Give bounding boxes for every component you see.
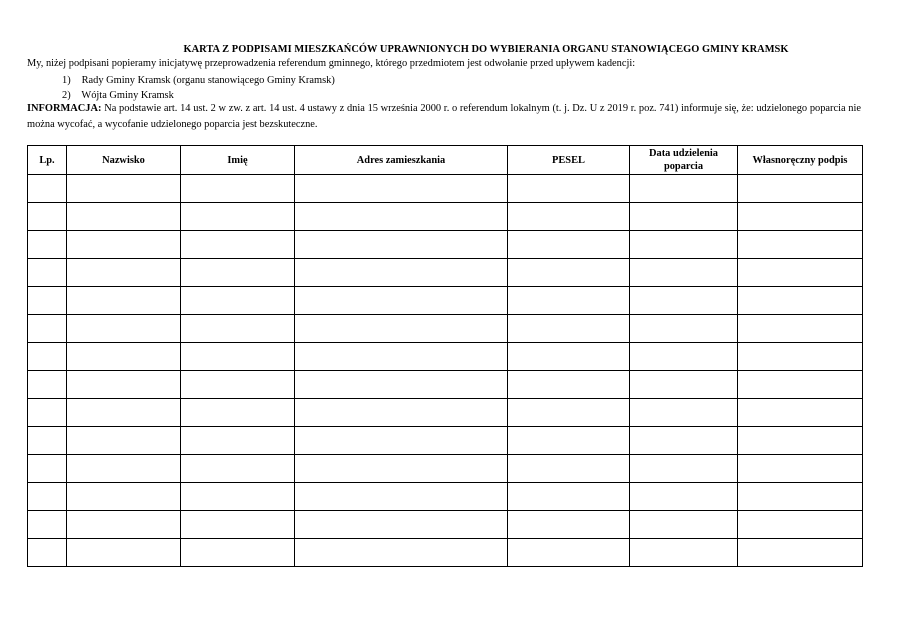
- cell-lp[interactable]: [28, 231, 67, 259]
- table-row: [28, 175, 863, 203]
- cell-adres[interactable]: [295, 315, 508, 343]
- cell-nazwisko[interactable]: [67, 203, 181, 231]
- cell-data-poparcia[interactable]: [630, 399, 738, 427]
- column-header-podpis: Własnoręczny podpis: [738, 146, 863, 175]
- cell-data-poparcia[interactable]: [630, 343, 738, 371]
- cell-pesel[interactable]: [508, 259, 630, 287]
- cell-data-poparcia[interactable]: [630, 539, 738, 567]
- cell-lp[interactable]: [28, 511, 67, 539]
- cell-data-poparcia[interactable]: [630, 315, 738, 343]
- document-title: KARTA Z PODPISAMI MIESZKAŃCÓW UPRAWNIONYCH DO WYBIERANIA ORGANU STANOWIĄCEGO GMINY KRAMSK: [183, 44, 789, 55]
- column-header-nazwisko: Nazwisko: [67, 146, 181, 175]
- cell-adres[interactable]: [295, 371, 508, 399]
- cell-podpis[interactable]: [738, 455, 863, 483]
- cell-imie[interactable]: [181, 203, 295, 231]
- table-row: [28, 343, 863, 371]
- cell-podpis[interactable]: [738, 203, 863, 231]
- cell-nazwisko[interactable]: [67, 231, 181, 259]
- cell-nazwisko[interactable]: [67, 483, 181, 511]
- cell-adres[interactable]: [295, 539, 508, 567]
- cell-pesel[interactable]: [508, 315, 630, 343]
- cell-pesel[interactable]: [508, 343, 630, 371]
- cell-adres[interactable]: [295, 343, 508, 371]
- cell-podpis[interactable]: [738, 259, 863, 287]
- cell-pesel[interactable]: [508, 511, 630, 539]
- cell-adres[interactable]: [295, 287, 508, 315]
- table-row: [28, 231, 863, 259]
- cell-data-poparcia[interactable]: [630, 203, 738, 231]
- list-item-number: 1): [62, 75, 71, 86]
- table-row: [28, 483, 863, 511]
- cell-lp[interactable]: [28, 203, 67, 231]
- intro-text: My, niżej podpisani popieramy inicjatywę przeprowadzenia referendum gminnego, którego przedmiotem jest odwołanie przed upływem kadencji:: [27, 58, 636, 69]
- cell-lp[interactable]: [28, 483, 67, 511]
- cell-pesel[interactable]: [508, 175, 630, 203]
- cell-data-poparcia[interactable]: [630, 511, 738, 539]
- cell-lp[interactable]: [28, 315, 67, 343]
- cell-lp[interactable]: [28, 343, 67, 371]
- signature-table-body: [28, 175, 863, 567]
- information-label: INFORMACJA:: [27, 103, 102, 114]
- cell-nazwisko[interactable]: [67, 455, 181, 483]
- table-row: [28, 455, 863, 483]
- cell-nazwisko[interactable]: [67, 511, 181, 539]
- cell-lp[interactable]: [28, 371, 67, 399]
- cell-pesel[interactable]: [508, 371, 630, 399]
- cell-podpis[interactable]: [738, 399, 863, 427]
- cell-pesel[interactable]: [508, 483, 630, 511]
- cell-adres[interactable]: [295, 175, 508, 203]
- cell-nazwisko[interactable]: [67, 399, 181, 427]
- cell-data-poparcia[interactable]: [630, 371, 738, 399]
- cell-data-poparcia[interactable]: [630, 231, 738, 259]
- cell-imie[interactable]: [181, 315, 295, 343]
- table-row: [28, 259, 863, 287]
- cell-pesel[interactable]: [508, 399, 630, 427]
- cell-nazwisko[interactable]: [67, 427, 181, 455]
- cell-data-poparcia[interactable]: [630, 427, 738, 455]
- cell-data-poparcia[interactable]: [630, 175, 738, 203]
- cell-adres[interactable]: [295, 483, 508, 511]
- cell-data-poparcia[interactable]: [630, 483, 738, 511]
- table-row: [28, 203, 863, 231]
- cell-podpis[interactable]: [738, 539, 863, 567]
- cell-adres[interactable]: [295, 259, 508, 287]
- cell-adres[interactable]: [295, 427, 508, 455]
- cell-adres[interactable]: [295, 399, 508, 427]
- cell-nazwisko[interactable]: [67, 343, 181, 371]
- cell-lp[interactable]: [28, 427, 67, 455]
- cell-podpis[interactable]: [738, 231, 863, 259]
- cell-imie[interactable]: [181, 259, 295, 287]
- cell-lp[interactable]: [28, 287, 67, 315]
- cell-podpis[interactable]: [738, 483, 863, 511]
- referendum-subject-list: [62, 73, 335, 103]
- cell-data-poparcia[interactable]: [630, 287, 738, 315]
- cell-pesel[interactable]: [508, 427, 630, 455]
- cell-pesel[interactable]: [508, 287, 630, 315]
- cell-pesel[interactable]: [508, 455, 630, 483]
- signature-table: [27, 145, 863, 567]
- cell-imie[interactable]: [181, 483, 295, 511]
- cell-imie[interactable]: [181, 175, 295, 203]
- cell-imie[interactable]: [181, 399, 295, 427]
- cell-adres[interactable]: [295, 203, 508, 231]
- cell-podpis[interactable]: [738, 287, 863, 315]
- list-item-number: 2): [62, 90, 71, 101]
- cell-nazwisko[interactable]: [67, 259, 181, 287]
- cell-imie[interactable]: [181, 287, 295, 315]
- cell-imie[interactable]: [181, 539, 295, 567]
- cell-nazwisko[interactable]: [67, 315, 181, 343]
- cell-data-poparcia[interactable]: [630, 259, 738, 287]
- cell-adres[interactable]: [295, 511, 508, 539]
- cell-podpis[interactable]: [738, 371, 863, 399]
- cell-podpis[interactable]: [738, 343, 863, 371]
- table-row: [28, 371, 863, 399]
- information-paragraph: [27, 101, 861, 133]
- table-row: [28, 315, 863, 343]
- cell-adres[interactable]: [295, 455, 508, 483]
- cell-pesel[interactable]: [508, 539, 630, 567]
- table-row: [28, 539, 863, 567]
- cell-lp[interactable]: [28, 539, 67, 567]
- list-item-text: Rady Gminy Kramsk (organu stanowiącego Gminy Kramsk): [81, 75, 335, 86]
- column-header-pesel: PESEL: [508, 146, 630, 175]
- column-header-imie: Imię: [181, 146, 295, 175]
- cell-lp[interactable]: [28, 399, 67, 427]
- column-header-data-poparcia: Data udzielenia poparcia: [630, 146, 738, 175]
- cell-lp[interactable]: [28, 259, 67, 287]
- table-header-row: [28, 146, 863, 175]
- cell-podpis[interactable]: [738, 511, 863, 539]
- column-header-lp: Lp.: [28, 146, 67, 175]
- cell-pesel[interactable]: [508, 203, 630, 231]
- cell-nazwisko[interactable]: [67, 371, 181, 399]
- cell-imie[interactable]: [181, 455, 295, 483]
- column-header-adres: Adres zamieszkania: [295, 146, 508, 175]
- cell-imie[interactable]: [181, 427, 295, 455]
- cell-imie[interactable]: [181, 511, 295, 539]
- cell-lp[interactable]: [28, 455, 67, 483]
- cell-nazwisko[interactable]: [67, 175, 181, 203]
- list-item: [62, 73, 335, 88]
- cell-imie[interactable]: [181, 371, 295, 399]
- table-row: [28, 427, 863, 455]
- cell-imie[interactable]: [181, 343, 295, 371]
- cell-nazwisko[interactable]: [67, 539, 181, 567]
- table-row: [28, 399, 863, 427]
- cell-imie[interactable]: [181, 231, 295, 259]
- cell-nazwisko[interactable]: [67, 287, 181, 315]
- cell-adres[interactable]: [295, 231, 508, 259]
- cell-data-poparcia[interactable]: [630, 455, 738, 483]
- information-text: Na podstawie art. 14 ust. 2 w zw. z art. 14 ust. 4 ustawy z dnia 15 września 2000 r. o referendum lokalnym (t. j. Dz. U z 2019 r. poz. 741) informuje się, że: udzielonego poparcia nie można wycofać, a wycofanie udzielonego poparcia jest bezskuteczne.: [27, 103, 861, 130]
- cell-podpis[interactable]: [738, 315, 863, 343]
- table-row: [28, 511, 863, 539]
- cell-pesel[interactable]: [508, 231, 630, 259]
- table-row: [28, 287, 863, 315]
- list-item-text: Wójta Gminy Kramsk: [81, 90, 174, 101]
- cell-podpis[interactable]: [738, 175, 863, 203]
- cell-lp[interactable]: [28, 175, 67, 203]
- cell-podpis[interactable]: [738, 427, 863, 455]
